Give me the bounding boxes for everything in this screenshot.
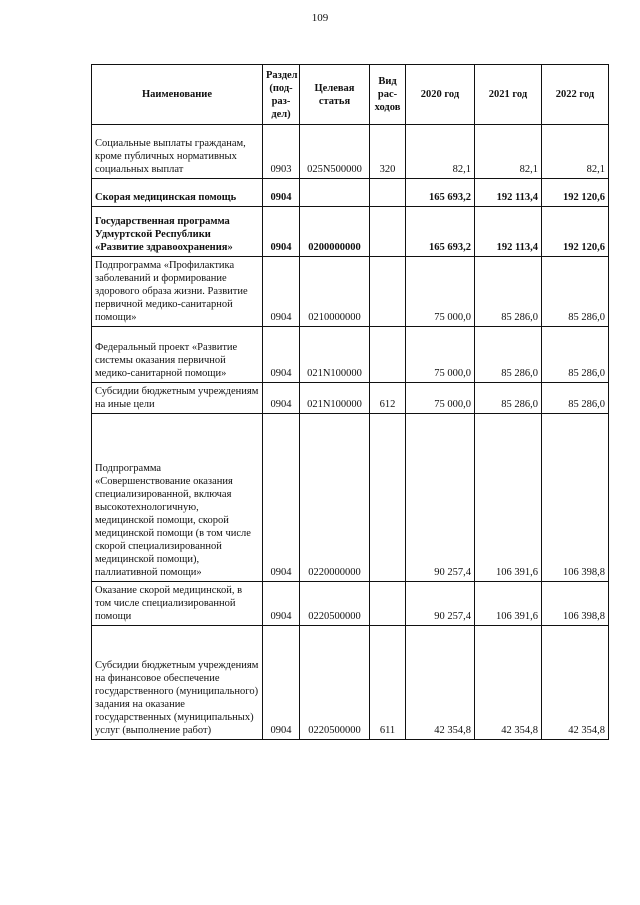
table-row	[92, 626, 609, 740]
table-row	[92, 414, 609, 582]
header-2022: 2022 год	[542, 65, 609, 125]
table-row	[92, 582, 609, 626]
cell-target	[300, 179, 370, 207]
cell-name: Социальные выплаты гражданам, кроме публичных нормативных социальных выплат	[92, 125, 263, 179]
cell-name: Федеральный проект «Развитие системы оказания первичной медико-санитарной помощи»	[92, 327, 263, 383]
cell-name: Подпрограмма «Совершенствование оказания специализированной, включая высокотехнологичную, медицинской помощи, скорой медицинской помощи (в том числе скорой специализированной медицинской помощи), паллиативной помощи»	[92, 414, 263, 582]
cell-name: Государственная программа Удмуртской Республики «Развитие здравоохранения»	[92, 207, 263, 257]
header-target: Целевая статья	[300, 65, 370, 125]
cell-y2022: 85 286,0	[542, 327, 609, 383]
cell-y2021: 85 286,0	[475, 327, 542, 383]
header-2020: 2020 год	[406, 65, 475, 125]
cell-razdel: 0904	[263, 257, 300, 327]
header-2021: 2021 год	[475, 65, 542, 125]
cell-name: Субсидии бюджетным учреждениям на финансовое обеспечение государственного (муниципального) задания на оказание государственных (муниципальных) услуг (выполнение работ)	[92, 626, 263, 740]
cell-target: 0210000000	[300, 257, 370, 327]
cell-razdel: 0904	[263, 327, 300, 383]
cell-y2022: 106 398,8	[542, 582, 609, 626]
cell-y2022: 85 286,0	[542, 257, 609, 327]
cell-target: 0220000000	[300, 414, 370, 582]
cell-y2020: 75 000,0	[406, 383, 475, 414]
cell-y2020: 90 257,4	[406, 582, 475, 626]
cell-y2022: 106 398,8	[542, 414, 609, 582]
cell-y2021: 192 113,4	[475, 179, 542, 207]
cell-razdel: 0904	[263, 207, 300, 257]
cell-name: Оказание скорой медицинской, в том числе специализированной помощи	[92, 582, 263, 626]
table-row	[92, 207, 609, 257]
cell-y2022: 192 120,6	[542, 207, 609, 257]
cell-vid	[370, 257, 406, 327]
header-vid: Вид рас-ходов	[370, 65, 406, 125]
cell-y2022: 85 286,0	[542, 383, 609, 414]
cell-y2020: 90 257,4	[406, 414, 475, 582]
cell-vid	[370, 207, 406, 257]
cell-vid	[370, 582, 406, 626]
cell-y2021: 42 354,8	[475, 626, 542, 740]
cell-razdel: 0904	[263, 179, 300, 207]
table-row	[92, 383, 609, 414]
table-row	[92, 327, 609, 383]
cell-y2022: 42 354,8	[542, 626, 609, 740]
cell-vid	[370, 179, 406, 207]
cell-razdel: 0903	[263, 125, 300, 179]
cell-y2021: 82,1	[475, 125, 542, 179]
cell-y2021: 192 113,4	[475, 207, 542, 257]
header-razdel: Раздел (под-раз-дел)	[263, 65, 300, 125]
cell-y2021: 85 286,0	[475, 257, 542, 327]
budget-table	[91, 64, 609, 740]
cell-y2021: 106 391,6	[475, 414, 542, 582]
cell-razdel: 0904	[263, 414, 300, 582]
page-number: 109	[311, 12, 329, 24]
cell-vid: 612	[370, 383, 406, 414]
cell-vid	[370, 414, 406, 582]
header-name: Наименование	[92, 65, 263, 125]
cell-target: 0200000000	[300, 207, 370, 257]
table-row	[92, 125, 609, 179]
cell-y2020: 42 354,8	[406, 626, 475, 740]
cell-y2021: 106 391,6	[475, 582, 542, 626]
cell-y2020: 75 000,0	[406, 257, 475, 327]
cell-y2020: 165 693,2	[406, 207, 475, 257]
cell-target: 025N500000	[300, 125, 370, 179]
cell-y2022: 82,1	[542, 125, 609, 179]
cell-name: Скорая медицинская помощь	[92, 179, 263, 207]
cell-target: 0220500000	[300, 582, 370, 626]
cell-razdel: 0904	[263, 383, 300, 414]
table-row	[92, 257, 609, 327]
cell-y2020: 165 693,2	[406, 179, 475, 207]
cell-vid	[370, 327, 406, 383]
cell-y2021: 85 286,0	[475, 383, 542, 414]
cell-vid: 320	[370, 125, 406, 179]
cell-name: Подпрограмма «Профилактика заболеваний и формирование здорового образа жизни. Развитие первичной медико-санитарной помощи»	[92, 257, 263, 327]
cell-razdel: 0904	[263, 582, 300, 626]
cell-target: 0220500000	[300, 626, 370, 740]
table-row	[92, 179, 609, 207]
cell-vid: 611	[370, 626, 406, 740]
cell-target: 021N100000	[300, 383, 370, 414]
cell-target: 021N100000	[300, 327, 370, 383]
cell-razdel: 0904	[263, 626, 300, 740]
cell-y2022: 192 120,6	[542, 179, 609, 207]
cell-y2020: 82,1	[406, 125, 475, 179]
header-row	[92, 65, 609, 125]
cell-name: Субсидии бюджетным учреждениям на иные цели	[92, 383, 263, 414]
cell-y2020: 75 000,0	[406, 327, 475, 383]
